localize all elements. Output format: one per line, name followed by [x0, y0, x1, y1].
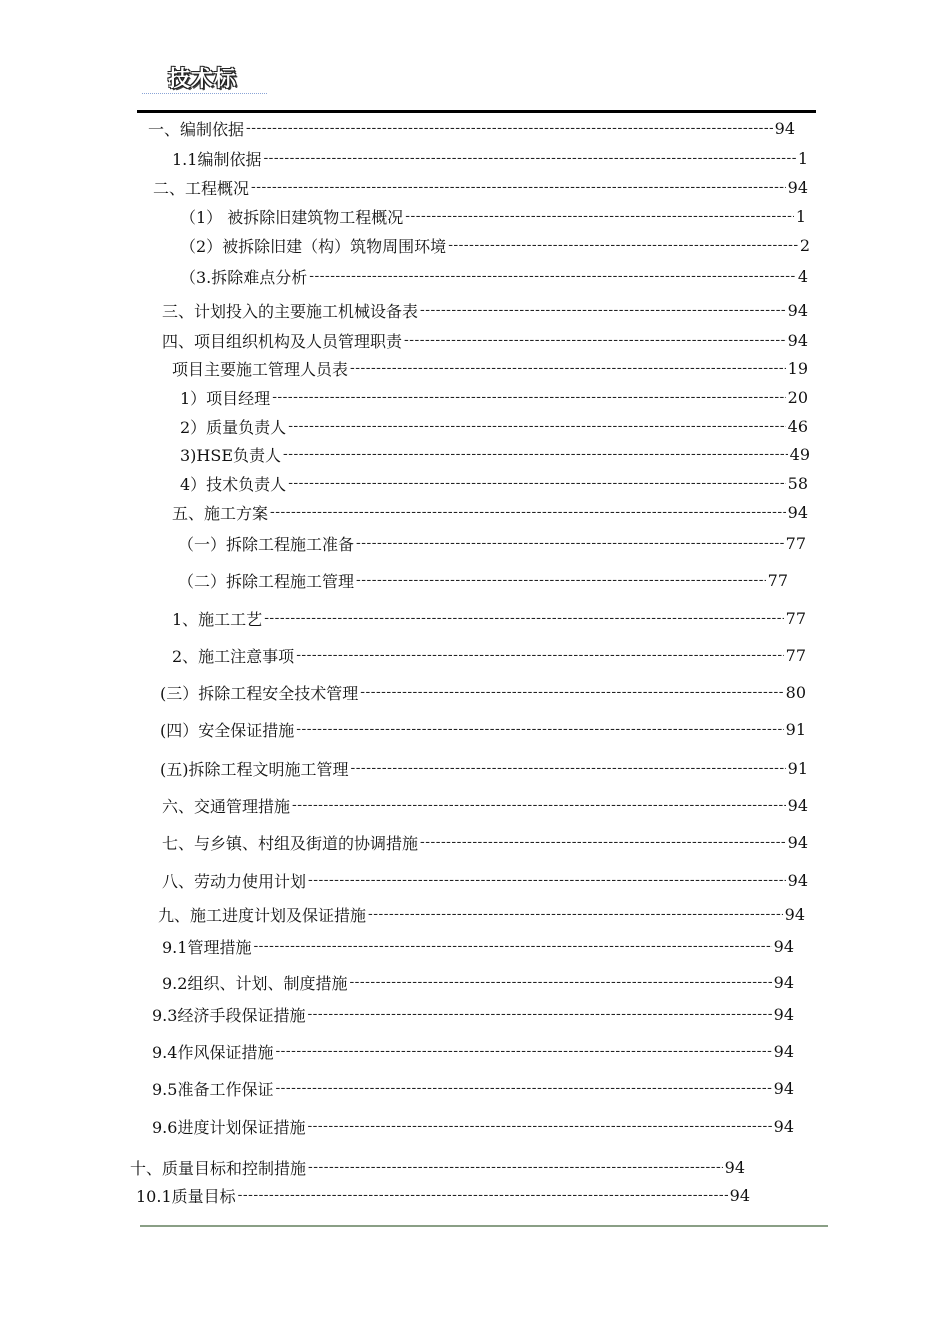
toc-leader-dashes — [263, 150, 795, 166]
toc-entry[interactable] — [172, 500, 808, 524]
toc-entry[interactable] — [180, 471, 808, 495]
toc-leader-dashes — [404, 332, 786, 348]
toc-leader-dashes — [253, 938, 771, 954]
toc-leader-dashes — [308, 872, 786, 888]
toc-entry-title: 9.5准备工作保证 — [152, 1079, 274, 1099]
toc-leader-dashes — [296, 721, 783, 737]
toc-leader-dashes — [356, 572, 766, 588]
toc-entry-page-number: 91 — [787, 758, 808, 778]
toc-entry-title: 一、编制依据 — [148, 119, 245, 139]
toc-entry[interactable] — [180, 233, 810, 257]
toc-entry-title: (五)拆除工程文明施工管理 — [160, 759, 349, 779]
toc-entry-title: （二）拆除工程施工管理 — [178, 571, 355, 591]
toc-entry-title: 9.4作风保证措施 — [152, 1042, 274, 1062]
toc-entry-page-number: 94 — [787, 502, 808, 522]
toc-entry-page-number: 94 — [773, 972, 794, 992]
toc-leader-dashes — [360, 684, 783, 700]
toc-entry-title: 六、交通管理措施 — [162, 796, 291, 816]
toc-entry-page-number: 1 — [797, 148, 808, 168]
toc-entry-page-number: 77 — [785, 645, 806, 665]
toc-entry-page-number: 2 — [799, 235, 810, 255]
toc-entry-page-number: 77 — [767, 570, 788, 590]
toc-entry[interactable] — [162, 830, 808, 854]
toc-entry-title: 二、工程概况 — [153, 178, 250, 198]
toc-leader-dashes — [405, 208, 794, 224]
toc-entry-title: 十、质量目标和控制措施 — [130, 1158, 307, 1178]
toc-entry[interactable] — [172, 146, 808, 170]
toc-entry[interactable] — [152, 1076, 794, 1100]
toc-entry-title: 八、劳动力使用计划 — [162, 871, 307, 891]
toc-entry-page-number: 94 — [724, 1157, 745, 1177]
toc-entry[interactable] — [172, 643, 806, 667]
toc-entry[interactable] — [178, 568, 788, 592]
toc-entry-page-number: 1 — [795, 206, 806, 226]
toc-entry-page-number: 49 — [789, 444, 810, 464]
toc-entry-title: (四）安全保证措施 — [160, 720, 295, 740]
page-header-title: 技术标 — [168, 67, 238, 92]
toc-entry[interactable] — [130, 1155, 745, 1179]
toc-leader-dashes — [420, 834, 786, 850]
toc-entry[interactable] — [180, 204, 806, 228]
toc-entry-page-number: 58 — [787, 473, 808, 493]
toc-leader-dashes — [288, 475, 785, 491]
toc-entry-page-number: 94 — [787, 832, 808, 852]
toc-entry-page-number: 46 — [787, 416, 808, 436]
toc-entry-page-number: 94 — [773, 1116, 794, 1136]
toc-leader-dashes — [264, 610, 783, 626]
toc-entry-title: 9.2组织、计划、制度措施 — [162, 973, 348, 993]
toc-leader-dashes — [251, 179, 786, 195]
toc-leader-dashes — [351, 760, 786, 776]
toc-leader-dashes — [308, 1159, 723, 1175]
toc-entry-title: （3.拆除难点分析 — [180, 267, 308, 287]
toc-entry[interactable] — [153, 175, 808, 199]
toc-entry[interactable] — [158, 902, 805, 926]
toc-entry[interactable] — [152, 1039, 794, 1063]
toc-leader-dashes — [307, 1006, 771, 1022]
toc-entry[interactable] — [178, 531, 806, 555]
toc-entry[interactable] — [160, 680, 806, 704]
toc-entry[interactable] — [172, 356, 808, 380]
toc-leader-dashes — [292, 797, 786, 813]
toc-entry[interactable] — [172, 606, 806, 630]
toc-leader-dashes — [275, 1080, 771, 1096]
toc-entry-page-number: 94 — [787, 330, 808, 350]
toc-leader-dashes — [296, 647, 783, 663]
toc-leader-dashes — [309, 268, 796, 284]
toc-entry-page-number: 94 — [787, 177, 808, 197]
toc-entry-title: (三）拆除工程安全技术管理 — [160, 683, 359, 703]
toc-entry-page-number: 94 — [787, 870, 808, 890]
toc-entry[interactable] — [160, 756, 808, 780]
toc-entry-page-number: 94 — [773, 1041, 794, 1061]
toc-entry-title: 七、与乡镇、村组及街道的协调措施 — [162, 833, 419, 853]
toc-leader-dashes — [270, 504, 786, 520]
toc-leader-dashes — [350, 360, 786, 376]
toc-entry-page-number: 19 — [787, 358, 808, 378]
toc-leader-dashes — [246, 120, 773, 136]
toc-entry-title: 2、施工注意事项 — [172, 646, 295, 666]
toc-entry-title: （一）拆除工程施工准备 — [178, 534, 355, 554]
toc-entry[interactable] — [180, 385, 808, 409]
toc-entry[interactable] — [162, 934, 794, 958]
toc-entry[interactable] — [162, 793, 808, 817]
toc-entry[interactable] — [162, 970, 794, 994]
toc-entry-title: 10.1质量目标 — [136, 1186, 236, 1206]
toc-leader-dashes — [275, 1043, 771, 1059]
toc-entry[interactable] — [160, 717, 806, 741]
toc-leader-dashes — [448, 237, 798, 253]
toc-entry-title: （2）被拆除旧建（构）筑物周围环境 — [180, 236, 447, 256]
toc-entry[interactable] — [162, 328, 808, 352]
toc-entry-title: 1.1编制依据 — [172, 149, 262, 169]
toc-leader-dashes — [420, 302, 786, 318]
toc-entry-page-number: 94 — [787, 795, 808, 815]
toc-leader-dashes — [356, 535, 784, 551]
toc-entry-page-number: 94 — [784, 904, 805, 924]
toc-entry-title: 五、施工方案 — [172, 503, 269, 523]
toc-entry-title: 3)HSE负责人 — [180, 445, 282, 465]
toc-entry[interactable] — [162, 868, 808, 892]
toc-entry-page-number: 94 — [773, 1004, 794, 1024]
toc-entry[interactable] — [180, 264, 808, 288]
toc-entry-page-number: 77 — [785, 608, 806, 628]
footer-rule — [140, 1225, 828, 1227]
toc-entry-title: 项目主要施工管理人员表 — [172, 359, 349, 379]
toc-leader-dashes — [238, 1187, 728, 1203]
toc-leader-dashes — [283, 446, 788, 462]
toc-leader-dashes — [288, 418, 785, 434]
toc-leader-dashes — [368, 906, 783, 922]
toc-entry-page-number: 94 — [729, 1185, 750, 1205]
toc-entry[interactable] — [148, 116, 795, 140]
toc-entry[interactable] — [180, 414, 808, 438]
toc-entry-page-number: 91 — [785, 719, 806, 739]
toc-entry-title: 2）质量负责人 — [180, 417, 287, 437]
header-title-underline — [142, 93, 267, 94]
toc-entry-title: 9.1管理措施 — [162, 937, 252, 957]
toc-entry-title: 9.6进度计划保证措施 — [152, 1117, 306, 1137]
toc-entry-title: 4）技术负责人 — [180, 474, 287, 494]
toc-entry[interactable] — [136, 1183, 750, 1207]
toc-entry[interactable] — [152, 1002, 794, 1026]
toc-entry-page-number: 94 — [787, 300, 808, 320]
toc-entry-page-number: 80 — [785, 682, 806, 702]
toc-entry-page-number: 20 — [787, 387, 808, 407]
toc-leader-dashes — [272, 389, 785, 405]
toc-entry-title: 1、施工工艺 — [172, 609, 263, 629]
toc-leader-dashes — [349, 974, 771, 990]
toc-entry-title: （1） 被拆除旧建筑物工程概况 — [180, 207, 404, 227]
toc-entry-page-number: 77 — [785, 533, 806, 553]
toc-entry-title: 四、项目组织机构及人员管理职责 — [162, 331, 403, 351]
toc-entry-title: 九、施工进度计划及保证措施 — [158, 905, 367, 925]
toc-entry[interactable] — [152, 1114, 794, 1138]
toc-entry-title: 三、计划投入的主要施工机械设备表 — [162, 301, 419, 321]
toc-entry-title: 1）项目经理 — [180, 388, 271, 408]
toc-entry-page-number: 94 — [773, 1078, 794, 1098]
toc-entry[interactable] — [180, 442, 810, 466]
toc-entry-page-number: 94 — [773, 936, 794, 956]
toc-entry[interactable] — [162, 298, 808, 322]
header-rule — [137, 110, 816, 113]
toc-leader-dashes — [307, 1118, 771, 1134]
toc-entry-title: 9.3经济手段保证措施 — [152, 1005, 306, 1025]
toc-entry-page-number: 4 — [797, 266, 808, 286]
toc-entry-page-number: 94 — [774, 118, 795, 138]
